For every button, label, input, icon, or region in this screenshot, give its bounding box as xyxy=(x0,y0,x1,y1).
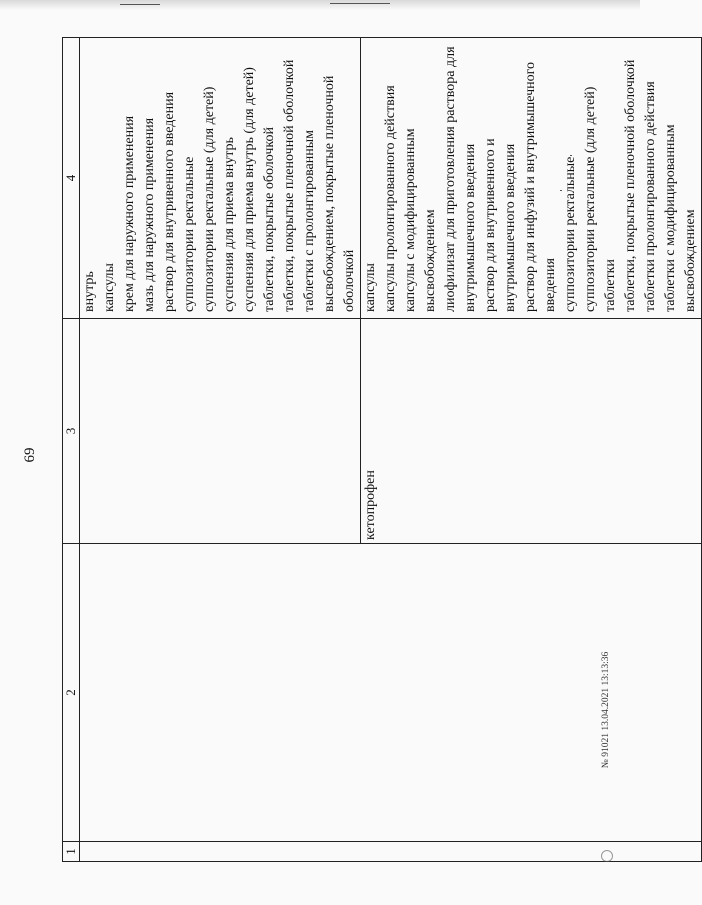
list-item: капсулы с модифицированным высвобождением xyxy=(403,128,438,312)
dosage-form-list xyxy=(80,41,360,315)
header-cell: 2 xyxy=(63,544,80,842)
list-item: суппозитории ректальные xyxy=(563,156,578,312)
header-cell: 4 xyxy=(63,38,80,319)
header-cell: 3 xyxy=(63,319,80,544)
header-cell: 1 xyxy=(63,842,80,862)
list-item: раствор для внутривенного введения xyxy=(162,91,177,312)
list-item: раствор для внутривенного и внутримышечного введения xyxy=(483,138,518,312)
scan-mark xyxy=(330,3,390,4)
drug-name-cell: кетопрофен xyxy=(361,319,702,544)
list-item: внутрь xyxy=(82,271,97,312)
list-item: лиофилизат для приготовления раствора для внутримышечного введения xyxy=(443,46,478,312)
list-item: капсулы пролонгированного действия xyxy=(383,85,398,312)
dosage-forms-cell xyxy=(361,38,702,319)
list-item: таблетки с пролонгированным высвобождением, покрытые пленочной оболочкой xyxy=(302,75,357,312)
list-item: таблетки xyxy=(603,259,618,312)
drug-name-cell-empty xyxy=(80,319,361,544)
dosage-forms-cell xyxy=(80,38,361,319)
page-top-edge xyxy=(0,0,640,10)
list-item: таблетки, покрытые оболочкой xyxy=(262,126,277,312)
list-item: суппозитории ректальные xyxy=(182,156,197,312)
list-item: суппозитории ректальные (для детей) xyxy=(583,86,598,312)
table-row xyxy=(80,38,361,862)
page-number: 69 xyxy=(21,447,38,463)
list-item: капсулы xyxy=(102,263,117,312)
list-item: таблетки пролонгированного действия xyxy=(643,81,658,312)
list-item: капсулы xyxy=(363,263,378,312)
list-item: суппозитории ректальные (для детей) xyxy=(202,86,217,312)
scan-mark xyxy=(120,4,160,5)
table-header-row xyxy=(63,38,80,862)
list-item: суспензия для приема внутрь (для детей) xyxy=(242,67,257,312)
list-item: таблетки, покрытые пленочной оболочкой xyxy=(282,59,297,312)
list-item: суспензия для приема внутрь xyxy=(222,137,237,312)
list-item: мазь для наружного применения xyxy=(142,117,157,312)
list-item: таблетки, покрытые пленочной оболочкой xyxy=(623,59,638,312)
list-item: раствор для инфузий и внутримышечного введения xyxy=(523,61,558,312)
seal-icon xyxy=(601,850,613,862)
document-id: № 91021 13.04.2021 13:13:36 xyxy=(601,651,611,769)
list-item: крем для наружного применения xyxy=(122,115,137,312)
list-item: таблетки с модифицированным высвобождением xyxy=(663,124,698,312)
dosage-form-list xyxy=(361,41,701,315)
